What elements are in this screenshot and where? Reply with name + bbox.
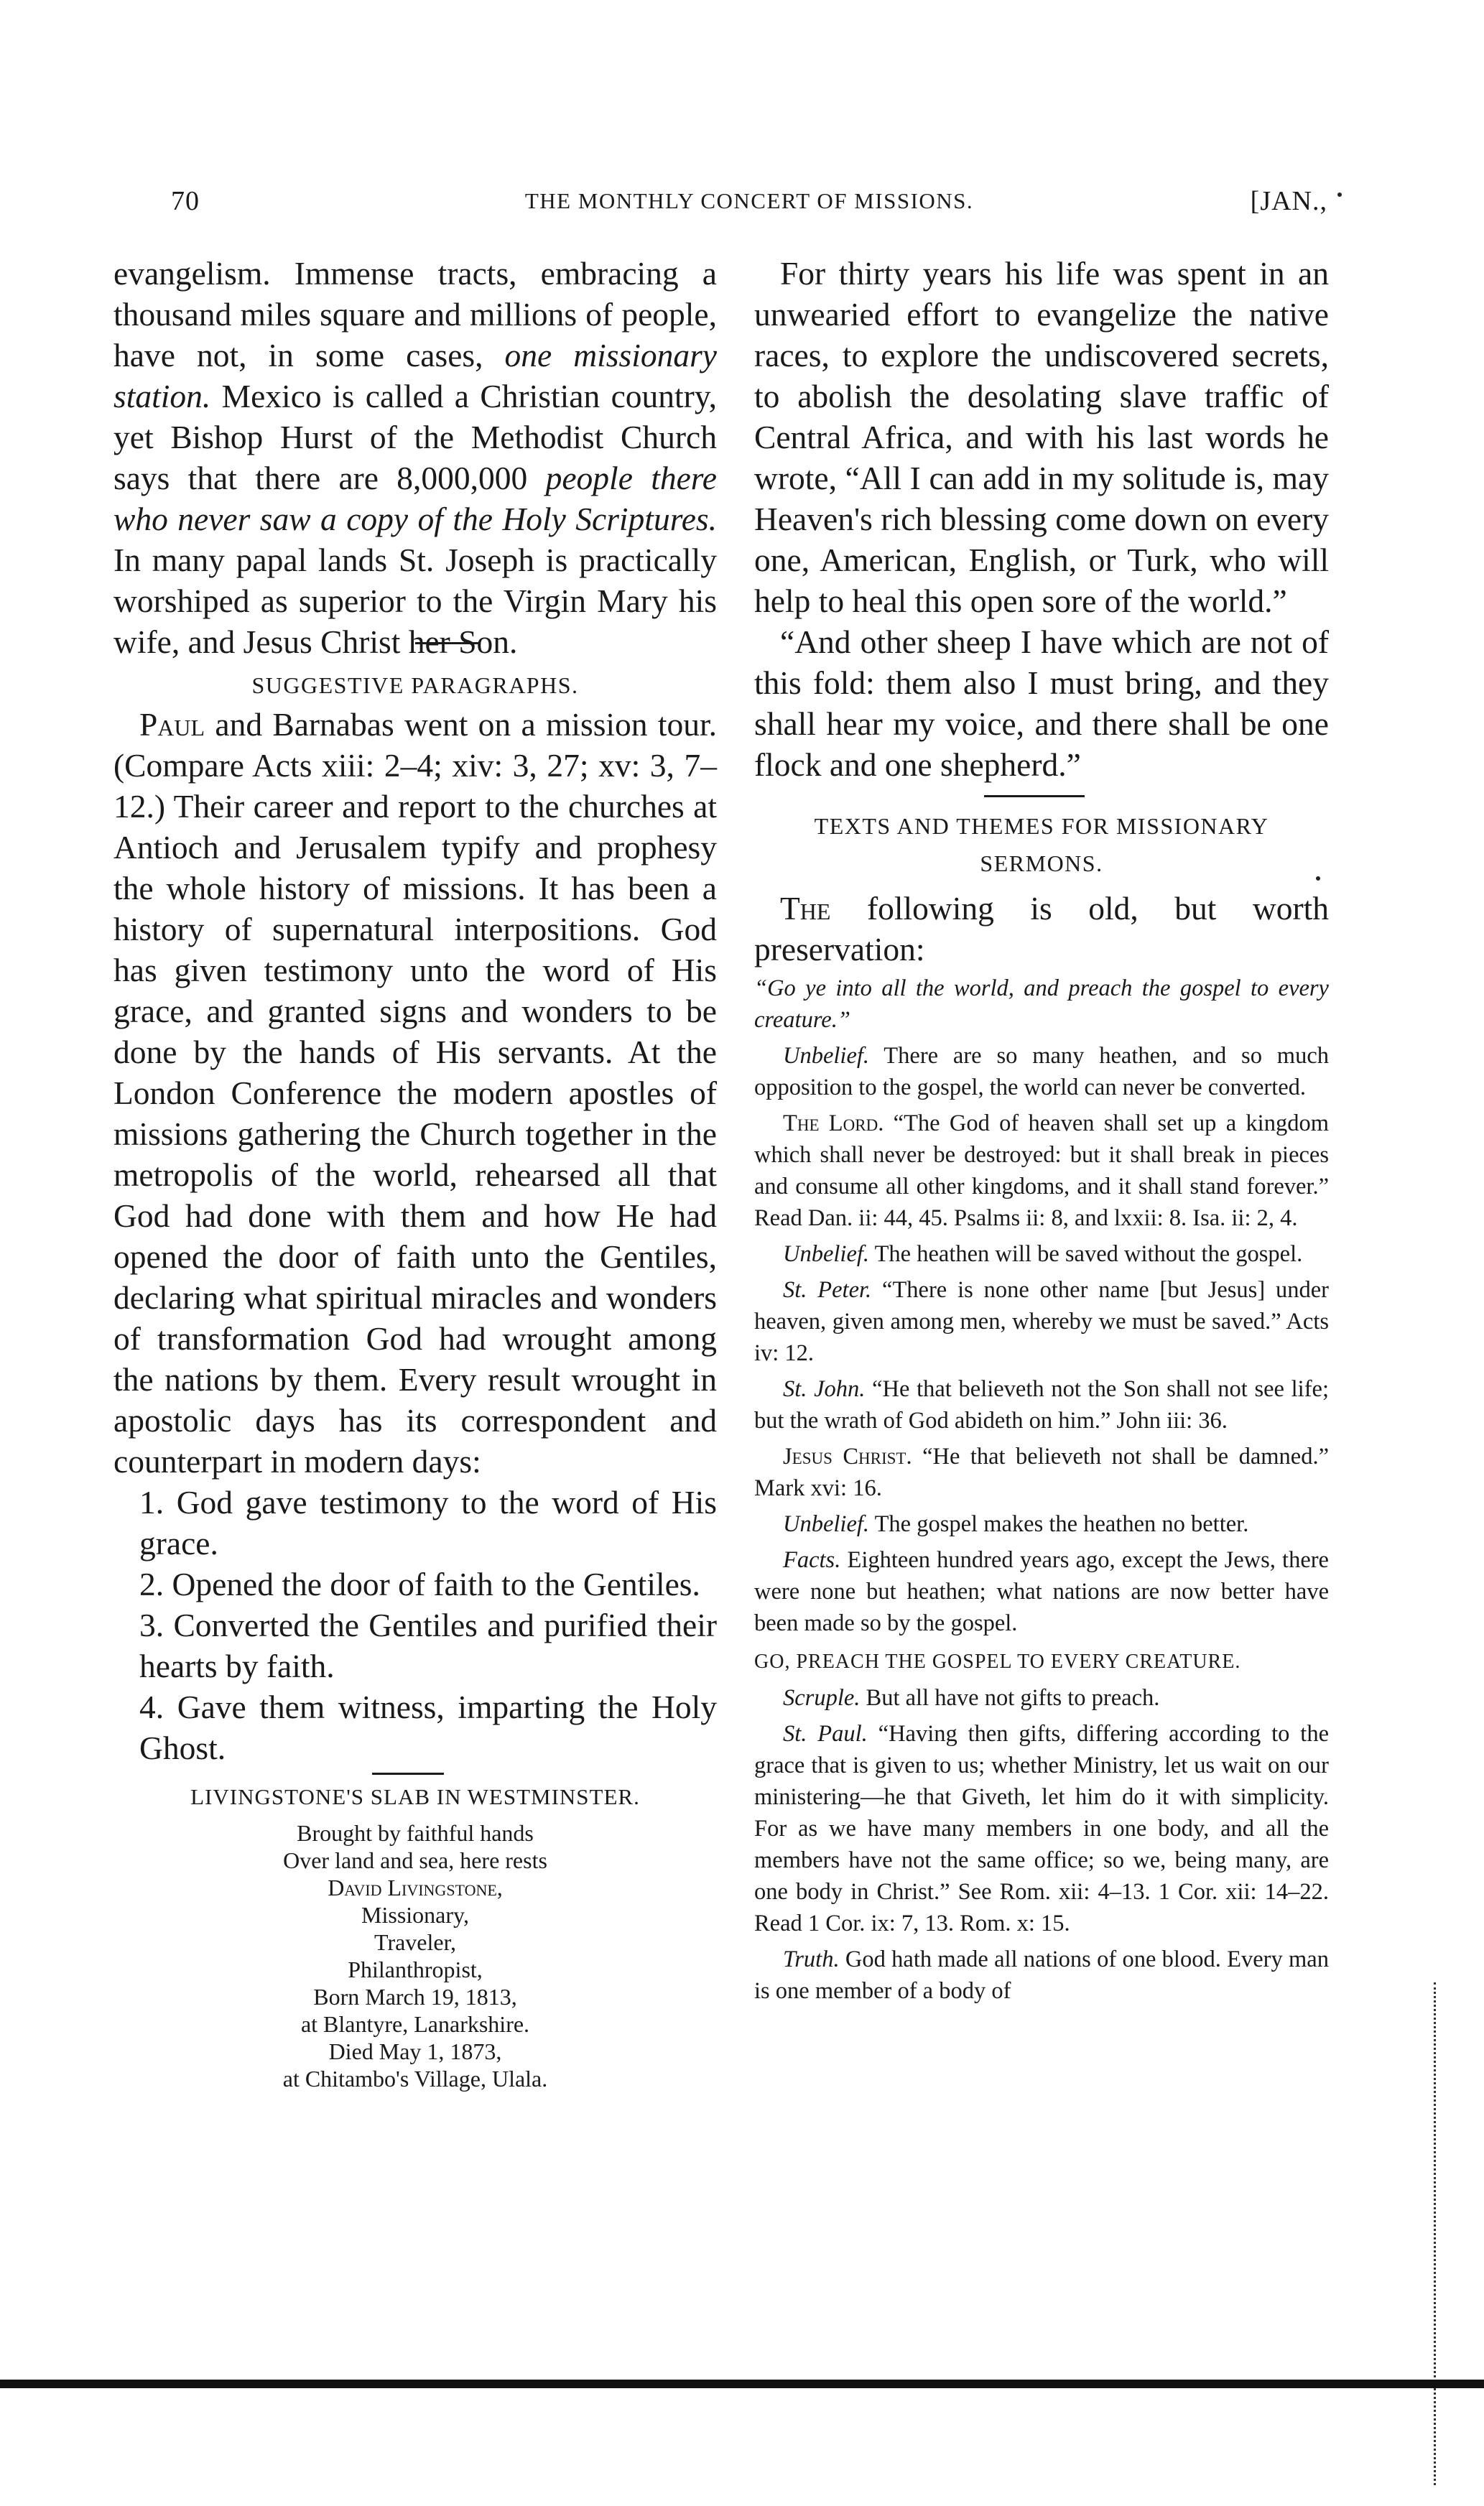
suggestive-paragraph <box>113 704 717 1482</box>
issue-month: [JAN., <box>1250 186 1327 216</box>
scan-edge-mark <box>1434 1982 1446 2485</box>
dialogue-speaker: Unbelief. <box>783 1043 870 1069</box>
list-item: 4. Gave them witness, imparting the Holy Ghost. <box>139 1689 717 1766</box>
speck-mark <box>1337 192 1342 197</box>
dialogue-entry <box>754 1544 1329 1639</box>
paragraph-lead: The <box>780 890 831 927</box>
intro-text-2: Mexico is called a Christian country, yet Bishop Hurst of the Methodist Church says that there are 8,000,000 <box>113 378 717 496</box>
dialogue-entry <box>754 1040 1329 1103</box>
intro-text-3: In many papal lands St. Joseph is practically worshiped as superior to the Virgin Mary his wife, and Jesus Christ her Son. <box>113 542 717 660</box>
dialogue-entry <box>754 1238 1329 1270</box>
section-divider <box>415 642 480 644</box>
dialogue-entry <box>754 1718 1329 1939</box>
dialogue-text: “He that believeth not shall be damned.” Mark xvi: 16. <box>754 1444 1329 1501</box>
section-heading-suggestive: SUGGESTIVE PARAGRAPHS. <box>251 672 579 698</box>
dialogue-speaker: The Lord. <box>783 1110 884 1136</box>
memorial-line: Over land and sea, here rests <box>283 1847 547 1873</box>
scripture-quote: “And other sheep I have which are not of this fold: them also I must bring, and they shall hear my voice, and there shall be one flock and one shepherd.” <box>754 623 1329 783</box>
dialogue-text: “Having then gifts, differing according to the grace that is given to us; whether Ministry, let us wait on our ministering—he that Giveth, let him do it with simplicity. For as we have many members in one body, and all the members have not the same office; so we, being many, are one body in Christ.” See Rom. xii: 4–13. 1 Cor. xii: 14–22. Read 1 Cor. ix: 7, 13. Rom. x: 15. <box>754 1721 1329 1936</box>
paragraph-body: following is old, but worth preservation: <box>754 890 1329 967</box>
dialogue-text: “There is none other name [but Jesus] under heaven, given among men, whereby we must be saved.” Acts iv: 12. <box>754 1277 1329 1366</box>
dialogue-text: Eighteen hundred years ago, except the Jews, there were none but heathen; what nations are now better have been made so by the gospel. <box>754 1547 1329 1636</box>
great-commission-quote: “Go ye into all the world, and preach the gospel to every creature.” <box>754 975 1329 1033</box>
livingstone-paragraph <box>754 253 1329 785</box>
dialogue-entry <box>754 1373 1329 1437</box>
memorial-line: Traveler, <box>374 1929 456 1955</box>
subheading-preach: GO, PREACH THE GOSPEL TO EVERY CREATURE. <box>754 1651 1241 1673</box>
dialogue-entry <box>754 1108 1329 1234</box>
dialogue-speaker: St. John. <box>783 1376 866 1402</box>
speck-mark <box>1316 876 1320 881</box>
running-header <box>171 185 1327 228</box>
dialogue-text: “The God of heaven shall set up a kingdom which shall never be destroyed: but it shall break in pieces and consume all other kingdoms, and it shall stand forever.” Read Dan. ii: 44, 45. Psalms ii: 8, and lxxii: 8. Isa. ii: 2, 4. <box>754 1110 1329 1231</box>
dialogue-speaker: Truth. <box>783 1946 840 1972</box>
memorial-line: at Chitambo's Village, Ulala. <box>282 2066 548 2092</box>
dialogue-entry <box>754 1944 1329 2007</box>
section-heading-texts: TEXTS AND THEMES FOR MISSIONARY SERMONS. <box>814 813 1269 876</box>
memorial-line: Brought by faithful hands <box>297 1820 534 1846</box>
dialogue-speaker: Facts. <box>783 1547 841 1573</box>
dialogue-text: “He that believeth not the Son shall not see life; but the wrath of God abideth on him.” John iii: 36. <box>754 1376 1329 1434</box>
dialogue-text: The heathen will be saved without the gospel. <box>869 1241 1303 1267</box>
list-item: 2. Opened the door of faith to the Gentiles. <box>139 1566 700 1602</box>
dialogue-entry <box>754 1682 1329 1714</box>
dialogue-entry <box>754 1441 1329 1504</box>
sermon-dialogue <box>754 973 1329 2007</box>
memorial-line: at Blantyre, Lanarkshire. <box>300 2011 530 2037</box>
numbered-list <box>113 1482 717 1768</box>
dialogue-entry <box>754 1508 1329 1540</box>
right-column <box>754 253 1329 2011</box>
list-item: 1. God gave testimony to the word of His grace. <box>139 1484 717 1561</box>
dialogue-speaker: Scruple. <box>783 1685 861 1711</box>
intro-text-1: evangelism. Immense tracts, embracing a thousand miles square and millions of people, have not, in some cases, <box>113 255 717 373</box>
paragraph-body: For thirty years his life was spent in an unwearied effort to evangelize the native races, to explore the undiscovered secrets, to abolish the desolating slave traffic of Central Africa, and with his last words he wrote, “All I can add in my solitude is, may Heaven's rich blessing come down on every one, American, English, or Turk, who will help to heal this open sore of the world.” <box>754 255 1329 619</box>
dialogue-text: God hath made all nations of one blood. Every man is one member of a body of <box>754 1946 1329 2004</box>
dialogue-speaker: St. Peter. <box>783 1277 872 1303</box>
paragraph-lead: Paul <box>139 706 205 743</box>
section-divider <box>984 795 1085 797</box>
intro-italic-2: people there who never saw a copy of the Holy Scriptures. <box>113 460 717 537</box>
memorial-title: LIVINGSTONE'S SLAB IN WESTMINSTER. <box>190 1784 640 1809</box>
livingstone-memorial <box>113 1783 717 2092</box>
list-item: 3. Converted the Gentiles and purified their hearts by faith. <box>139 1607 717 1684</box>
dialogue-entry <box>754 1274 1329 1369</box>
memorial-line: Died May 1, 1873, <box>328 2038 502 2064</box>
dialogue-speaker: St. Paul. <box>783 1721 868 1747</box>
intro-italic-1: one missionary station. <box>113 337 717 414</box>
bottom-scan-bar <box>0 2380 1484 2388</box>
dialogue-text: The gospel makes the heathen no better. <box>869 1511 1249 1537</box>
left-column <box>113 253 717 2092</box>
memorial-line: David Livingstone, <box>328 1875 503 1901</box>
section-divider <box>372 1773 444 1775</box>
memorial-line: Missionary, <box>361 1902 469 1928</box>
memorial-line: Philanthropist, <box>348 1957 483 1982</box>
journal-title: THE MONTHLY CONCERT OF MISSIONS. <box>524 188 974 213</box>
dialogue-speaker: Unbelief. <box>783 1241 870 1267</box>
dialogue-speaker: Jesus Christ. <box>783 1444 912 1470</box>
dialogue-text: But all have not gifts to preach. <box>860 1685 1160 1711</box>
dialogue-text: There are so many heathen, and so much opposition to the gospel, the world can never be converted. <box>754 1043 1329 1100</box>
dialogue-speaker: Unbelief. <box>783 1511 870 1537</box>
intro-paragraph <box>113 253 717 662</box>
texts-intro <box>754 888 1329 970</box>
memorial-line: Born March 19, 1813, <box>313 1984 517 2010</box>
paragraph-body: and Barnabas went on a mission tour. (Compare Acts xiii: 2–4; xiv: 3, 27; xv: 3, 7–12.) Their career and report to the churches at Antioch and Jerusalem typify and prophesy the whole history of missions. It has been a history of supernatural interpositions. God has given testimony unto the word of His grace, and granted signs and wonders to be done by the hands of His servants. At the London Conference the modern apostles of missions gathering the Church together in the metropolis of the world, rehearsed all that God had done with them and how He had opened the door of faith unto the Gentiles, declaring what spiritual miracles and wonders of transformation God had wrought among the nations by them. Every result wrought in apostolic days has its correspondent and counterpart in modern days: <box>113 706 717 1480</box>
page-number: 70 <box>171 186 200 216</box>
